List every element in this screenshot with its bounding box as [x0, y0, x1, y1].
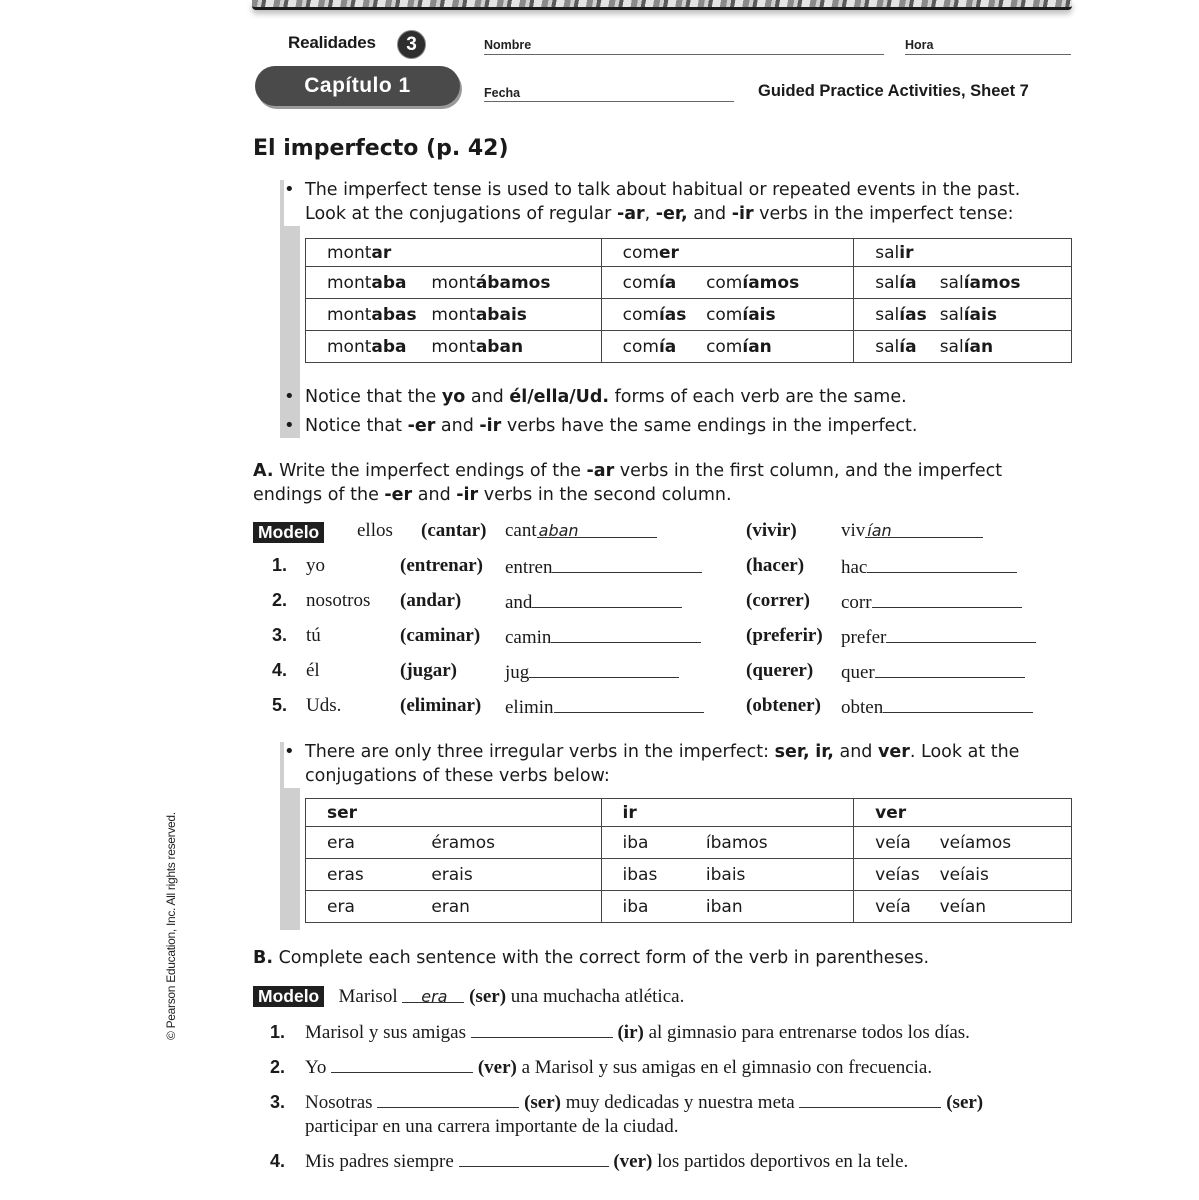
modelo-tag: Modelo — [253, 986, 324, 1007]
date-label: Fecha — [484, 86, 521, 100]
bullet-icon: • — [284, 415, 295, 436]
name-label: Nombre — [484, 38, 532, 52]
modelo-verb-er: (vivir) — [746, 520, 797, 541]
irregular-bullet: • There are only three irregular verbs in the imperfect: ser, ir, and ver. Look at the conjugations of these verbs below: — [284, 740, 1074, 788]
copyright-notice: © Pearson Education, Inc. All rights reserved. — [164, 812, 178, 1040]
answer-blank[interactable] — [872, 590, 1022, 608]
part-a-item-4: 4. él (jugar) jug (querer) quer — [253, 660, 1073, 686]
table-row: montabas montabais comías comíais salías salíais — [306, 299, 1072, 331]
modelo-subject: ellos — [357, 520, 393, 541]
decorative-banner — [252, 0, 1072, 10]
chapter-badge: Capítulo 1 — [255, 66, 460, 106]
part-b-instructions: B. Complete each sentence with the correct form of the verb in parentheses. — [253, 948, 930, 968]
bullet-icon: • — [284, 179, 295, 200]
part-b-item-4: 4. Mis padres siempre (ver) los partidos deportivos en la tele. — [270, 1151, 909, 1172]
part-a-item-2: 2. nosotros (andar) and (correr) corr — [253, 590, 1073, 616]
header-montar: montar — [306, 239, 602, 267]
table-row: era eran iba iban veía veían — [306, 891, 1072, 923]
answer-blank[interactable] — [331, 1055, 473, 1073]
answer-blank[interactable] — [529, 660, 679, 678]
part-b-item-1: 1. Marisol y sus amigas (ir) al gimnasio para entrenarse todos los días. — [270, 1022, 970, 1043]
answer-blank[interactable] — [867, 555, 1017, 573]
modelo-answer-ar: cant aban — [505, 520, 657, 542]
modelo-verb-ar: (cantar) — [421, 520, 487, 541]
header-comer: comer — [601, 239, 854, 267]
answer-blank[interactable] — [886, 625, 1036, 643]
answer-blank[interactable] — [552, 555, 702, 573]
part-b-item-2: 2. Yo (ver) a Marisol y sus amigas en el gimnasio con frecuencia. — [270, 1057, 933, 1078]
modelo-tag: Modelo — [253, 522, 324, 543]
intro-bullet-2: • Notice that the yo and él/ella/Ud. forms of each verb are the same. — [284, 386, 907, 407]
answer-blank[interactable] — [799, 1090, 941, 1108]
date-field[interactable] — [484, 101, 734, 102]
regular-conjugation-table — [305, 238, 1072, 363]
header-salir: salir — [854, 239, 1072, 267]
irregular-conjugation-table — [305, 798, 1072, 923]
hour-field[interactable] — [905, 54, 1071, 55]
level-badge: 3 — [397, 30, 426, 59]
table-row: montaba montaban comía comían salía salían — [306, 331, 1072, 363]
intro-bullet-3: • Notice that -er and -ir verbs have the same endings in the imperfect. — [284, 415, 918, 436]
part-a-item-5: 5. Uds. (eliminar) elimin (obtener) obten — [253, 695, 1073, 721]
bullet-icon: • — [284, 741, 295, 762]
answer-blank[interactable] — [551, 625, 701, 643]
answer-blank[interactable] — [377, 1090, 519, 1108]
name-field[interactable] — [484, 54, 884, 55]
series-title: Realidades — [288, 33, 376, 52]
answer-blank[interactable] — [875, 660, 1025, 678]
part-b-modelo: Modelo Marisol era (ser) una muchacha atlética. — [253, 985, 1073, 1009]
table-header-row — [306, 799, 1072, 827]
answer-blank[interactable] — [459, 1149, 609, 1167]
section-title: El imperfecto (p. 42) — [253, 136, 509, 161]
table-row: era éramos iba íbamos veía veíamos — [306, 827, 1072, 859]
answer-blank[interactable] — [532, 590, 682, 608]
header-ver: ver — [854, 799, 1072, 827]
part-b-item-3: 3. Nosotras (ser) muy dedicadas y nuestra meta (ser) participar en una carrera importante de la ciudad. — [270, 1092, 984, 1137]
answer-blank[interactable] — [554, 695, 704, 713]
table-row: montaba montábamos comía comíamos salía salíamos — [306, 267, 1072, 299]
bullet-icon: • — [284, 386, 295, 407]
header-ir: ir — [601, 799, 854, 827]
table-header-row — [306, 239, 1072, 267]
part-a-instructions: A. Write the imperfect endings of the -ar verbs in the first column, and the imperfect endings of the -er and -ir verbs in the second column. — [253, 461, 1003, 505]
intro-bullet-1: • The imperfect tense is used to talk about habitual or repeated events in the past. Look at the conjugations of regular -ar, -er, and -ir verbs in the imperfect tense: — [284, 178, 1074, 226]
modelo-answer-er: viv ían — [841, 520, 983, 542]
answer-blank[interactable] — [883, 695, 1033, 713]
table-row: eras erais ibas ibais veías veíais — [306, 859, 1072, 891]
header-ser: ser — [306, 799, 602, 827]
part-a-item-3: 3. tú (caminar) camin (preferir) prefer — [253, 625, 1073, 651]
part-a-modelo-row — [253, 520, 1073, 546]
sheet-title: Guided Practice Activities, Sheet 7 — [758, 82, 1029, 100]
hour-label: Hora — [905, 38, 934, 52]
answer-blank[interactable] — [471, 1020, 613, 1038]
part-a-item-1: 1. yo (entrenar) entren (hacer) hac — [253, 555, 1073, 581]
